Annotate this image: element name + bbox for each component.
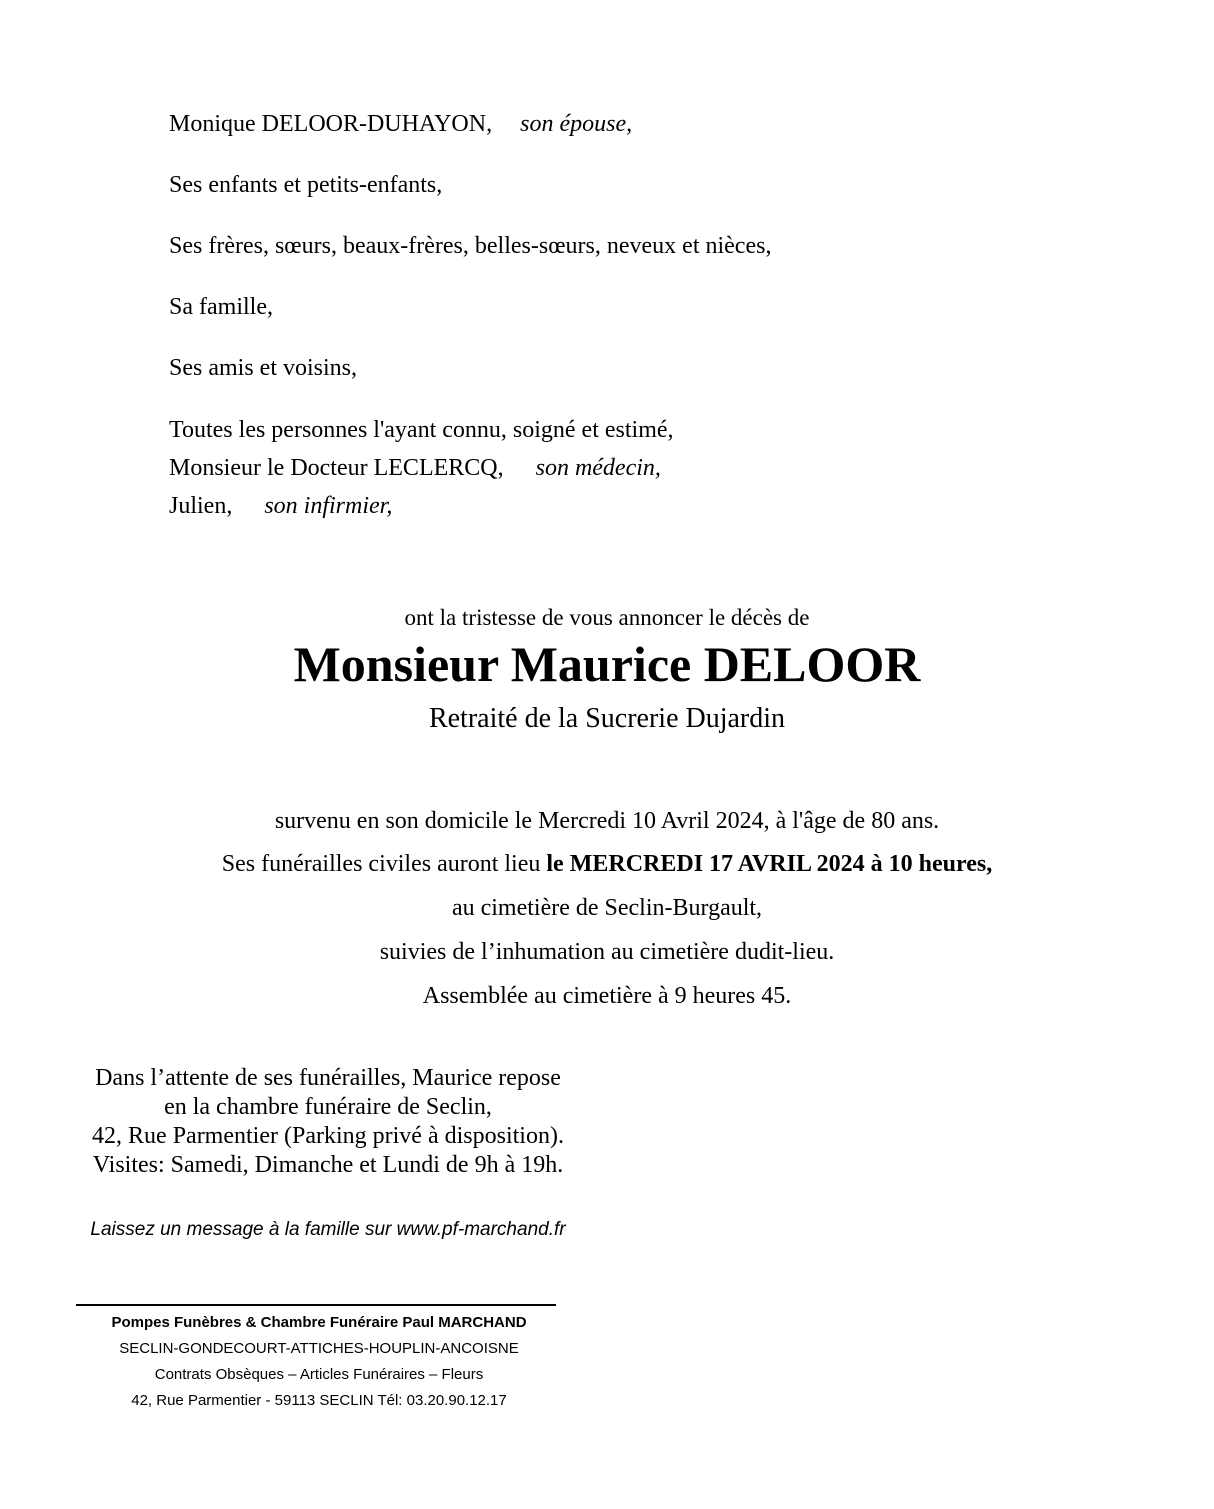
family-children: Ses enfants et petits-enfants, <box>169 172 443 198</box>
assembly-details: Assemblée au cimetière à 9 heures 45. <box>422 983 792 1009</box>
funeral-details <box>0 851 1214 878</box>
footer-towns: SECLIN-GONDECOURT-ATTICHES-HOUPLIN-ANCOISNE <box>119 1340 519 1357</box>
family-friends: Ses amis et voisins, <box>169 355 358 381</box>
footer-services: Contrats Obsèques – Articles Funéraires – Fleurs <box>154 1366 484 1383</box>
funeral-date: le MERCREDI 17 AVRIL 2024 à 10 heures, <box>546 851 993 877</box>
doctor-role: son médecin, <box>535 455 661 481</box>
resting-line-3: 42, Rue Parmentier (Parking privé à disposition). <box>92 1123 564 1149</box>
resting-line-4: Visites: Samedi, Dimanche et Lundi de 9h à 19h. <box>92 1152 564 1178</box>
resting-info <box>58 1064 598 1180</box>
resting-line-2: en la chambre funéraire de Seclin, <box>164 1094 492 1120</box>
spouse-name: Monique DELOOR-DUHAYON, <box>169 111 493 137</box>
burial-details: suivies de l’inhumation au cimetière dudit-lieu. <box>379 939 835 965</box>
nurse-name: Julien, <box>169 493 233 519</box>
funeral-location: au cimetière de Seclin-Burgault, <box>451 895 763 921</box>
funeral-prefix: Ses funérailles civiles auront lieu <box>221 851 547 877</box>
deceased-name: Monsieur Maurice DELOOR <box>293 636 921 692</box>
family-all-people: Toutes les personnes l'ayant connu, soigné et estimé, <box>169 417 674 443</box>
announcement-intro: ont la tristesse de vous annoncer le décès de <box>404 605 810 630</box>
doctor-name: Monsieur le Docteur LECLERCQ, <box>169 455 504 481</box>
death-details: survenu en son domicile le Mercredi 10 Avril 2024, à l'âge de 80 ans. <box>274 808 940 834</box>
family-doctor-line <box>169 455 661 482</box>
footer-address: 42, Rue Parmentier - 59113 SECLIN Tél: 03.20.90.12.17 <box>131 1392 507 1409</box>
spouse-role: son épouse, <box>520 111 633 137</box>
family-nurse-line <box>169 493 392 520</box>
family-spouse-line <box>169 111 632 138</box>
deceased-occupation: Retraité de la Sucrerie Dujardin <box>428 703 786 734</box>
family-relatives: Sa famille, <box>169 294 273 320</box>
family-siblings: Ses frères, sœurs, beaux-frères, belles-sœurs, neveux et nièces, <box>169 233 772 259</box>
family-message-link[interactable]: Laissez un message à la famille sur www.pf-marchand.fr <box>90 1219 566 1240</box>
nurse-role: son infirmier, <box>264 493 393 519</box>
footer-company: Pompes Funèbres & Chambre Funéraire Paul MARCHAND <box>111 1314 527 1331</box>
resting-line-1: Dans l’attente de ses funérailles, Maurice repose <box>95 1065 561 1091</box>
footer-divider <box>76 1304 556 1306</box>
